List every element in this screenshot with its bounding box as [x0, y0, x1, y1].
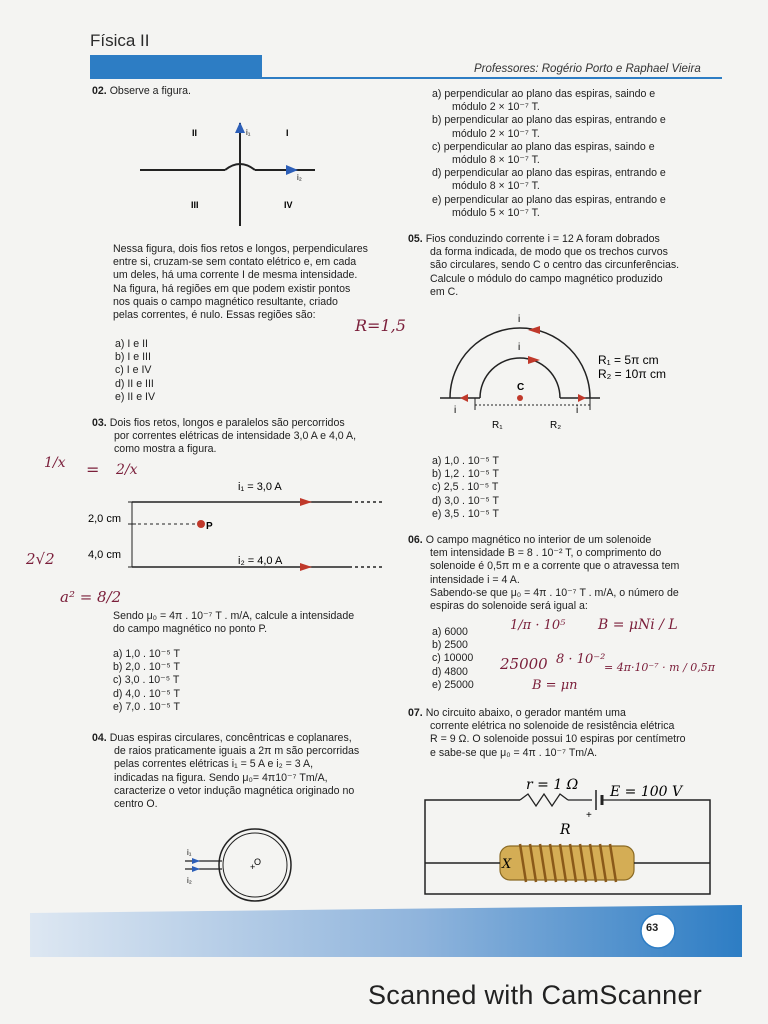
q03-line: Sendo μ₀ = 4π . 10⁻⁷ T . m/A, calcule a intensidade [113, 610, 355, 622]
quadrant-iv-label: IV [284, 200, 293, 210]
e-value-label: E = 100 V [610, 784, 683, 800]
q06-line: O campo magnético no interior de um solenoide [425, 534, 652, 546]
q02-options [115, 338, 155, 404]
subject-title: Física II [90, 31, 150, 50]
q06-line: solenoide é 0,5π m e a corrente que o atravessa tem [430, 560, 680, 573]
r-value-label: r = 1 Ω [526, 777, 579, 793]
q02-number: 02. [92, 85, 107, 97]
i1-arrow [192, 858, 200, 864]
q05-line: Fios conduzindo corrente i = 12 A foram dobrados [425, 233, 660, 245]
q03-line: como mostra a figura. [114, 443, 217, 456]
q06-body [408, 534, 714, 613]
q06-options [432, 626, 474, 692]
q02-line: pelas correntes, é nulo. Essas regiões são: [113, 309, 316, 322]
q02-option-e: e) II e IV [115, 390, 156, 403]
handwritten-equals: = [86, 460, 100, 479]
header-accent-bar [90, 55, 262, 79]
q03-line: do campo magnético no ponto P. [113, 623, 268, 636]
q05-option-a: a) 1,0 . 10⁻⁵ T [432, 455, 499, 467]
handwritten-calc4: 8 · 10⁻² [556, 652, 606, 667]
q04-line: Duas espiras circulares, concêntricas e coplanares, [109, 732, 352, 744]
handwritten-a2: a² = 8/2 [60, 588, 122, 606]
q07-circuit-diagram [420, 770, 720, 902]
i2-arrow [300, 563, 312, 571]
handwritten-calc5: = 4π·10⁻⁷ · m / 0,5π [604, 661, 715, 674]
professors-line: Professores: Rogério Porto e Raphael Vieira [474, 63, 701, 75]
q04-option-c: c) perpendicular ao plano das espiras, saindo e [432, 140, 655, 153]
q06-number: 06. [408, 534, 423, 546]
q03-option-d: d) 4,0 . 10⁻⁵ T [113, 687, 180, 700]
q02-cross-diagram [140, 118, 320, 228]
q03-line: Dois fios retos, longos e paralelos são percorridos [109, 417, 345, 429]
camscanner-watermark: Scanned with CamScanner [368, 980, 703, 1010]
r1-label: R₁ [492, 420, 503, 431]
quadrant-i-label: I [286, 128, 289, 138]
q05-option-c: c) 2,5 . 10⁻⁵ T [432, 481, 499, 494]
center-c-label: C [517, 382, 525, 393]
q04-option-c-value: módulo 8 × 10⁻⁷ T. [452, 154, 540, 167]
q04-option-a: a) perpendicular ao plano das espiras, saindo e [432, 88, 656, 100]
q06-line: tem intensidade B = 8 . 10⁻² T, o comprimento do [430, 547, 662, 560]
q04-line: indicadas na figura. Sendo μ₀= 4π10⁻⁷ Tm/A, [114, 771, 328, 784]
svg-text:+: + [586, 810, 592, 821]
left-i-label: i [454, 405, 457, 416]
quadrant-iii-label: III [191, 200, 199, 210]
q02-body [113, 243, 403, 322]
handwritten-calc2: B = μNi / L [598, 617, 678, 633]
q06-option-e: e) 25000 [432, 678, 474, 691]
q03-option-a: a) 1,0 . 10⁻⁵ T [113, 648, 180, 660]
handwritten-frac-right: 2/x [116, 462, 138, 478]
distance-4cm: 4,0 cm [88, 549, 122, 561]
q04-line: centro O. [114, 798, 158, 811]
q04-number: 04. [92, 732, 107, 744]
i1-arrow [300, 498, 312, 506]
q03-body [92, 417, 404, 457]
handwritten-calc3: 25000 [500, 655, 548, 673]
q05-option-e: e) 3,5 . 10⁻⁵ T [432, 507, 499, 520]
r1-value: R₁ = 5π cm [598, 353, 659, 367]
inner-i-label: i [518, 342, 521, 353]
q07-line: R = 9 Ω. O solenoide possui 10 espiras por centímetro [430, 733, 686, 746]
q05-option-d: d) 3,0 . 10⁻⁵ T [432, 494, 499, 507]
x-label: X [502, 857, 512, 872]
q03-option-c: c) 3,0 . 10⁻⁵ T [113, 674, 180, 687]
q04-line: caracterize o vetor indução magnética originado no [114, 784, 355, 797]
q04-option-a-value: módulo 2 × 10⁻⁷ T. [452, 101, 540, 114]
left-arrow [460, 394, 468, 402]
svg-text:+: + [250, 862, 256, 872]
q04-line: pelas correntes elétricas i₁ = 5 A e i₂ = 3 A, [114, 758, 314, 771]
q04-option-b-value: módulo 2 × 10⁻⁷ T. [452, 127, 540, 140]
q03-option-b: b) 2,0 . 10⁻⁵ T [113, 661, 180, 674]
q06-line: Sabendo-se que μ₀ = 4π . 10⁻⁷ T . m/A, o número de [430, 586, 679, 599]
i2-value: i₂ = 4,0 A [238, 555, 283, 567]
q05-line: são circulares, sendo C o centro das circunferências. [430, 259, 680, 272]
q02-line: Na figura, há regiões em que podem existir pontos [113, 282, 351, 295]
solenoid-r-label: R [560, 822, 571, 838]
q05-number: 05. [408, 233, 423, 245]
q02-option-d: d) II e III [115, 377, 154, 390]
q02-header [92, 85, 191, 98]
i2-label: i₂ [187, 876, 192, 885]
q07-number: 07. [408, 707, 423, 719]
q07-line: No circuito abaixo, o gerador mantém uma [425, 707, 626, 719]
q04-option-b: b) perpendicular ao plano das espiras, entrando e [432, 114, 666, 127]
q07-line: e sabe-se que μ₀ = 4π . 10⁻⁷ Tm/A. [430, 746, 598, 759]
q07-line: corrente elétrica no solenoide de resistência elétrica [430, 720, 675, 733]
header-rule [262, 77, 722, 79]
q02-option-a: a) I e II [115, 338, 148, 350]
q04-loops-diagram [180, 825, 300, 905]
outer-i-label: i [518, 314, 521, 325]
r2-value: R₂ = 10π cm [598, 367, 666, 381]
q06-option-a: a) 6000 [432, 626, 468, 638]
q06-option-c: c) 10000 [432, 652, 474, 665]
i2-arrow [192, 866, 200, 872]
q02-line: um deles, há uma corrente I de mesma intensidade. [113, 269, 358, 282]
q03-wires-diagram [88, 472, 388, 582]
r2-label: R₂ [550, 420, 562, 431]
quadrant-ii-label: II [192, 128, 198, 138]
q02-option-b: b) I e III [115, 351, 151, 364]
q02-prompt: Observe a figura. [109, 85, 191, 97]
i2-label: i₂ [297, 173, 302, 182]
q02-line: nos quais o campo magnético resultante, criado [113, 295, 338, 308]
page-number: 63 [646, 922, 659, 934]
q02-line: Nessa figura, dois fios retos e longos, perpendiculares [113, 243, 368, 255]
q02-option-c: c) I e IV [115, 364, 152, 377]
handwritten-r15: R=1,5 [355, 316, 406, 335]
q06-line: intensidade i = 4 A. [430, 573, 520, 586]
q04-options [432, 88, 666, 220]
q05-line: em C. [430, 285, 459, 298]
right-arrow [578, 394, 586, 402]
q03-option-e: e) 7,0 . 10⁻⁵ T [113, 700, 180, 713]
q05-option-b: b) 1,2 . 10⁻⁵ T [432, 468, 499, 481]
distance-2cm: 2,0 cm [88, 513, 122, 525]
center-c [517, 395, 523, 401]
handwritten-calc1: 1/π · 10⁵ [510, 618, 566, 633]
q04-line: de raios praticamente iguais a 2π m são percorridas [114, 745, 360, 758]
q05-line: Calcule o módulo do campo magnético produzido [430, 272, 663, 285]
q04-option-d-value: módulo 8 × 10⁻⁷ T. [452, 180, 540, 193]
q06-line: espiras do solenoide será igual a: [430, 600, 588, 613]
i1-value: i₁ = 3,0 A [238, 481, 282, 493]
q05-options [432, 455, 499, 521]
q03-options [113, 648, 180, 714]
q05-body [408, 233, 714, 299]
q02-line: entre si, cruzam-se sem contato elétrico e, em cada [113, 256, 357, 269]
i1-label: i₁ [246, 128, 251, 137]
q04-body [92, 732, 404, 811]
point-p-label: P [206, 521, 213, 532]
q06-option-b: b) 2500 [432, 639, 468, 652]
point-p [197, 520, 205, 528]
q05-arc-diagram [440, 310, 710, 440]
handwritten-calc6: B = μn [532, 678, 578, 693]
q04-option-e-value: módulo 5 × 10⁻⁷ T. [452, 206, 540, 219]
handwritten-frac-left: 1/x [44, 455, 66, 471]
i1-arrow [235, 122, 245, 133]
q03-question [113, 610, 403, 636]
footer-band [30, 905, 742, 965]
q07-body [408, 707, 714, 760]
handwritten-root: 2√2 [26, 550, 55, 568]
q04-option-d: d) perpendicular ao plano das espiras, entrando e [432, 167, 666, 180]
q04-option-e: e) perpendicular ao plano das espiras, entrando e [432, 193, 666, 206]
center-o-label: O [254, 857, 262, 867]
q03-line: por correntes elétricas de intensidade 3,0 A e 4,0 A, [114, 430, 357, 443]
q05-line: da forma indicada, de modo que os trechos curvos [430, 246, 668, 259]
q06-option-d: d) 4800 [432, 665, 468, 678]
i1-label: i₁ [187, 848, 192, 857]
q03-number: 03. [92, 417, 107, 429]
right-i-label: i [576, 405, 579, 416]
outer-arrow [528, 326, 540, 334]
